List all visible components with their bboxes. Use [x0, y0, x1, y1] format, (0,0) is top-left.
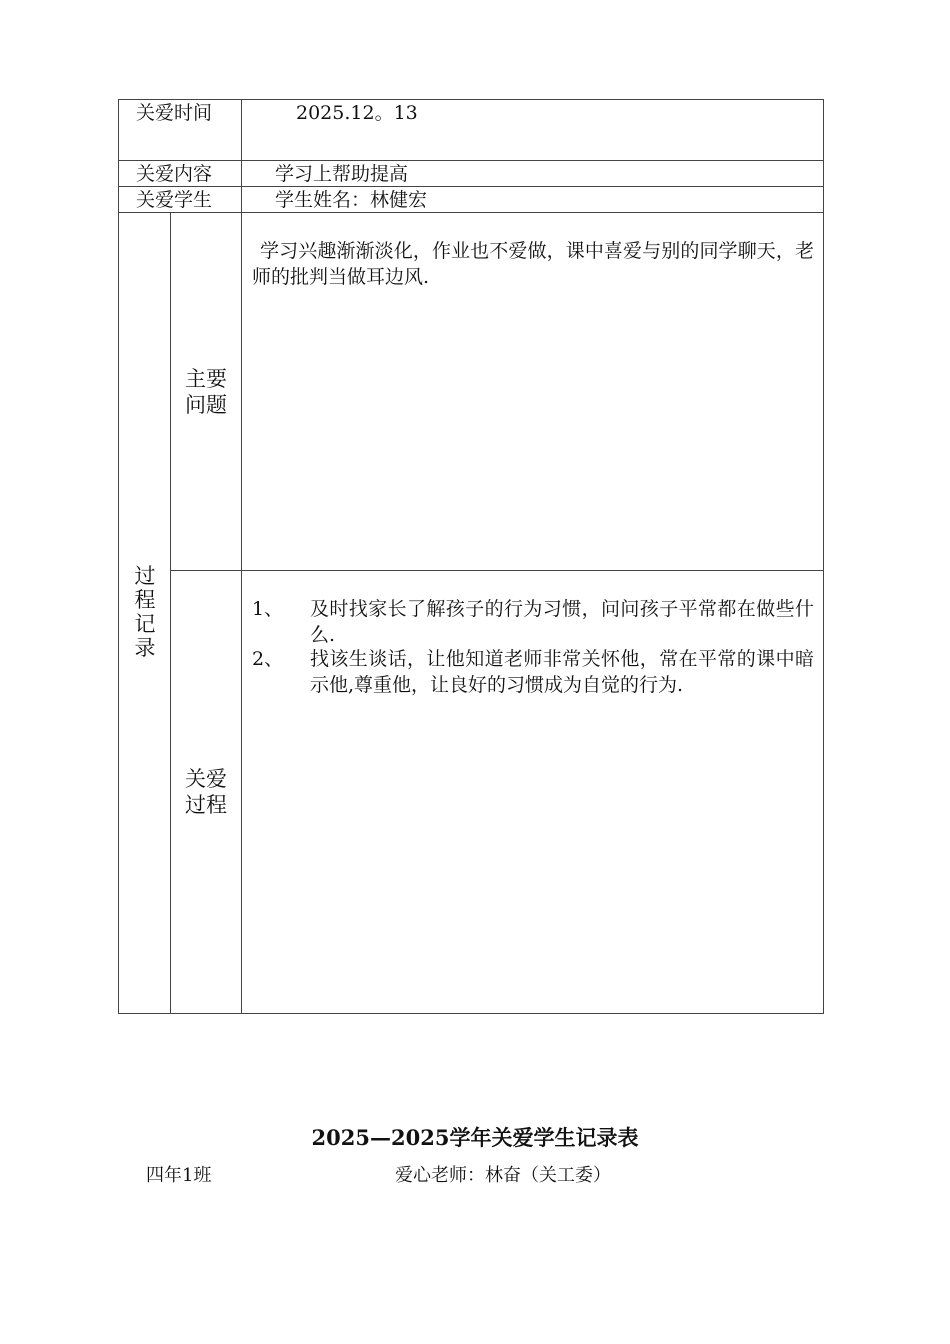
care-item-2: [252, 646, 814, 724]
time-label: 关爱时间: [136, 102, 213, 124]
care-item-number: 2、: [252, 648, 284, 670]
process-record-label: 过程记录: [134, 564, 156, 660]
table-border-left: [118, 99, 119, 1014]
table-border-top: [118, 99, 824, 100]
teacher-name: 爱心老师：林奋（关工委）: [395, 1165, 611, 1186]
form-title: 2025—2025学年关爱学生记录表: [311, 1125, 639, 1150]
col-divider-label: [241, 99, 242, 1014]
col-divider-process: [170, 212, 171, 1014]
care-item-text: 及时找家长了解孩子的行为习惯，问问孩子平常都在做些什么.: [310, 598, 814, 646]
care-process-label: 关爱过程: [185, 767, 227, 817]
class-name: 四年1班: [146, 1165, 212, 1186]
table-border-right: [823, 99, 824, 1014]
content-label: 关爱内容: [136, 163, 213, 185]
row-divider-student: [118, 212, 824, 213]
time-value: 2025.12。13: [296, 102, 418, 124]
care-item-1: [252, 596, 814, 648]
table-border-bottom: [118, 1013, 824, 1014]
care-item-number: 1、: [252, 598, 284, 620]
row-divider-content: [118, 186, 824, 187]
problem-label: 主要问题: [185, 367, 227, 417]
student-label: 关爱学生: [136, 189, 213, 211]
care-item-text: 找该生谈话，让他知道老师非常关怀他，常在平常的课中暗示他,尊重他，让良好的习惯成为自觉的行为.: [310, 648, 814, 696]
student-value: 学生姓名：林健宏: [275, 189, 428, 211]
content-value: 学习上帮助提高: [275, 163, 409, 185]
problem-text: 学习兴趣渐渐淡化，作业也不爱做，课中喜爱与别的同学聊天，老师的批判当做耳边风.: [252, 240, 814, 288]
row-divider-problem: [170, 570, 824, 571]
row-divider-time: [118, 160, 824, 161]
